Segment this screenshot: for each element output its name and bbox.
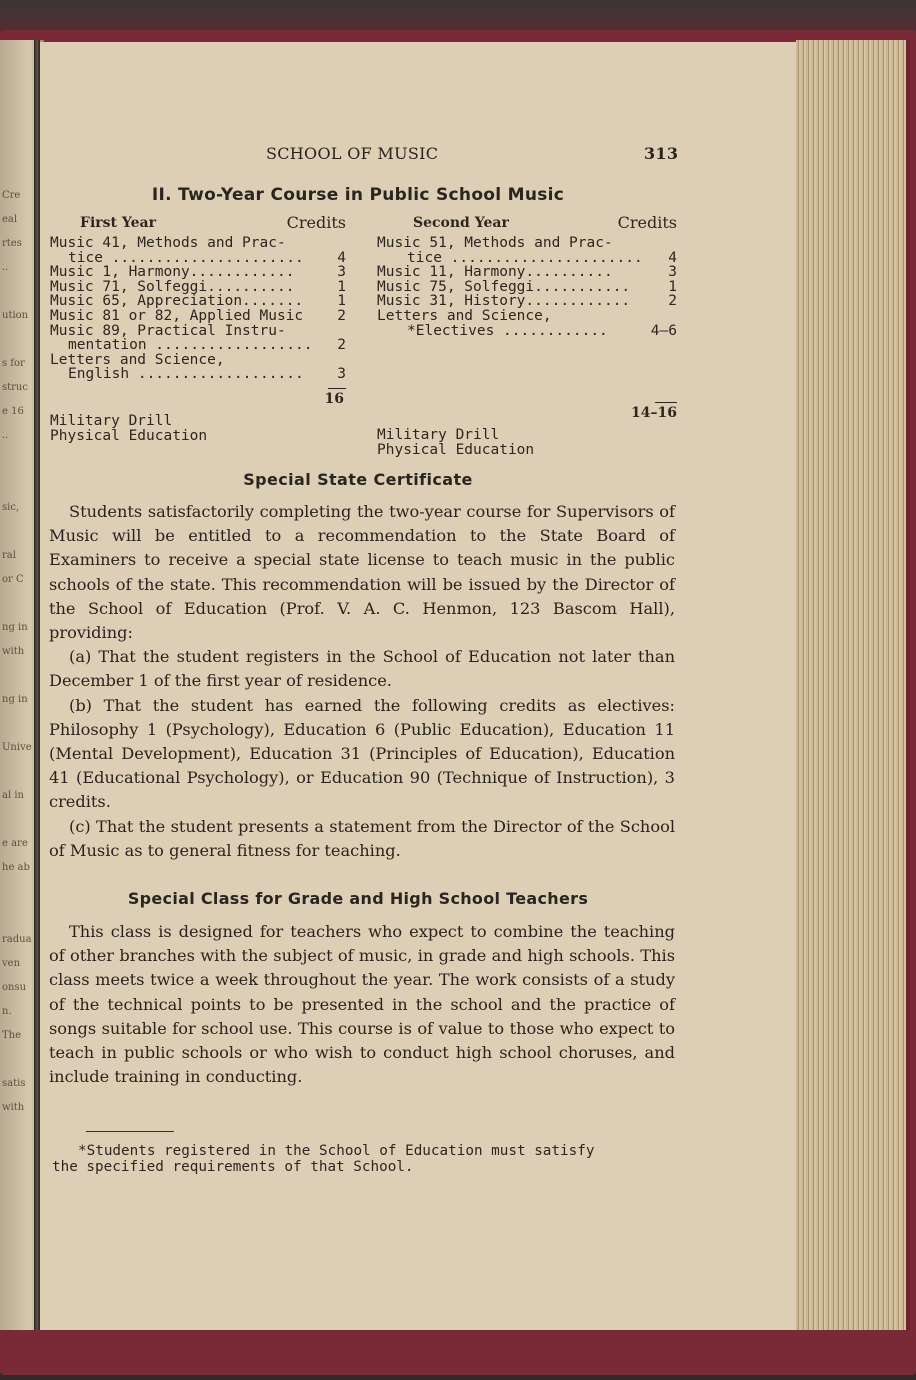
course-line-cont: tice ...................... bbox=[68, 249, 304, 266]
first-year-total-row bbox=[50, 388, 346, 414]
special-class-body bbox=[49, 920, 675, 1089]
course-credits: 4 bbox=[668, 249, 677, 266]
first-year-column bbox=[50, 214, 346, 443]
first-year-header bbox=[50, 214, 346, 236]
paragraph: (b) That the student has earned the following credits as electives: Philosophy 1 (Psychology), Education 6 (Public Education), Education 11 (Mental Development), Education 31 (Principles of Education), Education 41 (Educational Psychology), or Education 90 (Technique of Instruction), 3 credits. bbox=[49, 695, 675, 812]
course-credits: 1 bbox=[668, 278, 677, 295]
first-year-credits-heading: Credits bbox=[286, 213, 346, 232]
special-class-title: Special Class for Grade and High School Teachers bbox=[127, 889, 589, 908]
after-item: Physical Education bbox=[50, 427, 208, 444]
running-head-title: SCHOOL OF MUSIC bbox=[266, 144, 439, 163]
course-entry bbox=[50, 309, 346, 324]
footnote bbox=[52, 1144, 676, 1175]
course-entry bbox=[50, 324, 346, 353]
course-line: Music 75, Solfeggi........... bbox=[377, 278, 631, 295]
first-year-heading: First Year bbox=[80, 215, 156, 231]
course-entry bbox=[377, 294, 677, 309]
course-entry bbox=[50, 280, 346, 295]
course-credits: 3 bbox=[337, 366, 346, 383]
second-year-total-row bbox=[377, 402, 677, 428]
course-credits: 2 bbox=[337, 307, 346, 324]
after-item: Physical Education bbox=[377, 441, 535, 458]
course-line: Letters and Science, bbox=[377, 307, 552, 324]
course-line: Music 81 or 82, Applied Music bbox=[50, 307, 304, 324]
footnote-line: the specified requirements of that School. bbox=[52, 1158, 414, 1175]
column-spacer bbox=[377, 338, 677, 396]
footnote-rule bbox=[86, 1131, 174, 1132]
page-edges bbox=[796, 40, 910, 1330]
course-entry bbox=[50, 353, 346, 382]
page-number: 313 bbox=[644, 144, 679, 163]
certificate-body bbox=[49, 500, 675, 863]
paragraph: This class is designed for teachers who expect to combine the teaching of other branches with the subject of music, in grade and high schools. This class meets twice a week throughout the year. The work consists of a study of the technical points to be presented in the school and the practice of songs suitable for school use. This course is of value to those who expect to teach in public schools or who wish to conduct high school choruses, and include training in conducting. bbox=[49, 922, 675, 1087]
gutter bbox=[34, 40, 40, 1330]
course-credits: 4–6 bbox=[650, 322, 677, 339]
course-credits: 4 bbox=[337, 249, 346, 266]
second-year-credits-heading: Credits bbox=[617, 213, 677, 232]
course-line: Music 51, Methods and Prac- bbox=[377, 235, 613, 251]
course-line: Music 31, History............ bbox=[377, 293, 631, 310]
course-line-cont: mentation .................. bbox=[68, 337, 313, 354]
course-entry bbox=[50, 236, 346, 265]
course-entry bbox=[50, 265, 346, 280]
course-line-cont: tice ...................... bbox=[407, 249, 643, 266]
paragraph: Students satisfactorily completing the two-year course for Supervisors of Music will be entitled to a recommendation to the State Board of Examiners to receive a special state license to teach music in the public schools of the state. This recommendation will be issued by the Director of the School of Education (Prof. V. A. C. Henmon, 123 Bascom Hall), providing: bbox=[49, 502, 675, 643]
course-entry bbox=[377, 265, 677, 280]
course-credits: 1 bbox=[337, 293, 346, 310]
after-item: Military Drill bbox=[50, 412, 173, 429]
course-credits: 3 bbox=[668, 264, 677, 281]
course-entry bbox=[50, 294, 346, 309]
course-line: Music 89, Practical Instru- bbox=[50, 322, 286, 339]
course-line-cont: *Electives ............ bbox=[407, 322, 608, 339]
course-entry bbox=[377, 309, 677, 338]
course-credits: 3 bbox=[337, 264, 346, 281]
course-entry bbox=[377, 280, 677, 295]
course-line-cont: English ................... bbox=[68, 366, 304, 383]
paragraph: (a) That the student registers in the School of Education not later than December 1 of the first year of residence. bbox=[49, 647, 675, 691]
left-page-bleed-text: Cre eal rtes .. ution s for struc e 16 .. sic, ral or C ng in with ng in Unive al in e are he ab radua ven onsu n. The satis with bbox=[2, 190, 32, 1113]
first-year-total: 16 bbox=[324, 390, 344, 407]
course-line: Letters and Science, bbox=[50, 351, 225, 368]
course-credits: 2 bbox=[668, 293, 677, 310]
footnote-line: *Students registered in the School of Education must satisfy bbox=[78, 1143, 595, 1159]
after-item: Military Drill bbox=[377, 427, 500, 444]
course-line: Music 1, Harmony............ bbox=[50, 264, 295, 281]
second-year-header bbox=[377, 214, 677, 236]
course-credits: 2 bbox=[337, 337, 346, 354]
total-rule bbox=[655, 402, 677, 403]
course-line: Music 71, Solfeggi.......... bbox=[50, 278, 295, 295]
second-year-heading: Second Year bbox=[413, 215, 509, 231]
course-entry bbox=[377, 236, 677, 265]
course-credits: 1 bbox=[337, 278, 346, 295]
course-line: Music 65, Appreciation....... bbox=[50, 293, 304, 310]
certificate-title: Special State Certificate bbox=[243, 470, 473, 489]
course-line: Music 11, Harmony.......... bbox=[377, 264, 613, 281]
course-line: Music 41, Methods and Prac- bbox=[50, 235, 286, 251]
second-year-total: 14–16 bbox=[631, 405, 677, 422]
paragraph: (c) That the student presents a statement from the Director of the School of Music as to general fitness for teaching. bbox=[49, 816, 675, 860]
second-year-column bbox=[377, 214, 677, 457]
section-title: II. Two-Year Course in Public School Music bbox=[151, 185, 565, 205]
total-rule bbox=[328, 388, 346, 389]
